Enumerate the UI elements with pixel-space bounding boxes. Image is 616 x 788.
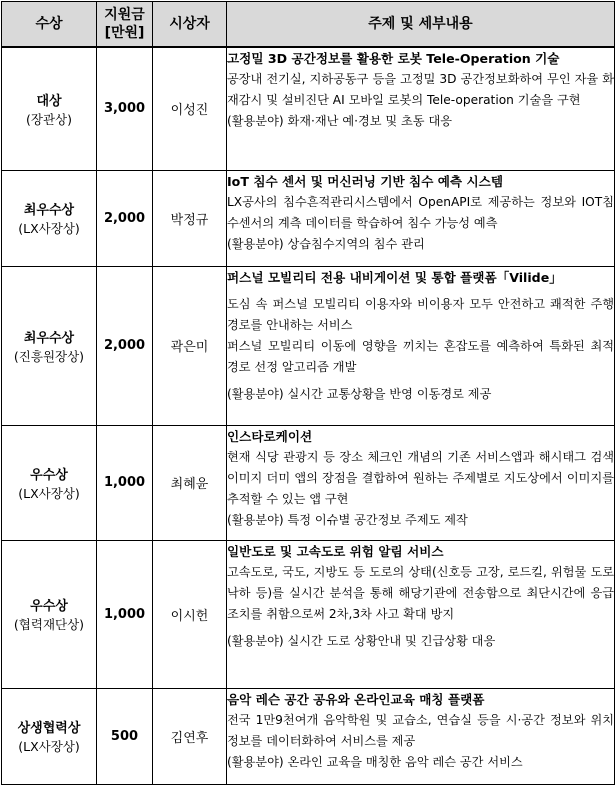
award-cell [2, 266, 97, 425]
topic-detail: 도심 속 퍼스널 모빌리티 이용자와 비이용자 모두 안전하고 쾌적한 주행 경로를 안내하는 서비스 [227, 296, 614, 332]
award-org: (LX사장상) [18, 739, 80, 754]
usage-field: (활용분야) 온라인 교육을 매칭한 음악 레슨 공간 서비스 [227, 754, 523, 769]
content-cell [227, 170, 615, 266]
fund-cell: 3,000 [97, 47, 153, 170]
presenter-cell: 박정규 [153, 170, 227, 266]
usage-field: (활용분야) 상습침수지역의 침수 관리 [227, 236, 425, 251]
award-cell [2, 540, 97, 688]
topic-detail: LX공사의 침수흔적관리시스템에서 OpenAPI로 제공하는 정보와 IOT침수센서의 계측 데이터를 학습하여 침수 가능성 예측 [227, 194, 614, 230]
content-cell [227, 266, 615, 425]
award-cell [2, 425, 97, 540]
content-cell [227, 540, 615, 688]
topic-title: 인스타로케이션 [227, 428, 313, 444]
topic-title: 고정밀 3D 공간정보를 활용한 로봇 Tele-Operation 기술 [227, 51, 560, 66]
table-row [2, 540, 615, 688]
presenter-cell: 이성진 [153, 47, 227, 170]
table-row [2, 688, 615, 784]
fund-cell: 2,000 [97, 266, 153, 425]
header-award: 수상 [2, 2, 97, 48]
header-row [2, 2, 615, 48]
table-row [2, 47, 615, 170]
usage-field: (활용분야) 화재·재난 예·경보 및 초동 대응 [227, 114, 452, 128]
award-org: (LX사장상) [18, 221, 80, 236]
fund-cell: 2,000 [97, 170, 153, 266]
topic-detail: 공장내 전기실, 지하공동구 등을 고정밀 3D 공간정보화하여 무인 자율 화재감시 및 설비진단 AI 모바일 로봇의 Tele-operation 기술을 구현 [227, 72, 614, 107]
presenter-cell: 이시헌 [153, 540, 227, 688]
usage-field: (활용분야) 실시간 교통상황을 반영 이동경로 제공 [227, 386, 492, 401]
topic-detail: 퍼스널 모빌리티 이동에 영향을 끼치는 혼잡도를 예측하여 특화된 최적 경로 선정 알고리즘 개발 [227, 338, 614, 374]
award-name: 상생협력상 [17, 721, 81, 736]
award-name: 우수상 [30, 599, 68, 614]
header-presenter: 시상자 [153, 2, 227, 48]
header-content: 주제 및 세부내용 [227, 2, 615, 48]
award-org: (LX사장상) [18, 485, 80, 501]
award-org: (장관상) [26, 111, 72, 127]
table-header [2, 2, 615, 48]
presenter-cell: 김연후 [153, 688, 227, 784]
presenter-cell: 최혜윤 [153, 425, 227, 540]
topic-detail: 전국 1만9천여개 음악학원 및 교습소, 연습실 등을 시·공간 정보와 위치정보를 데이터화하여 서비스를 제공 [227, 712, 614, 748]
table-body [2, 47, 615, 784]
table-row [2, 266, 615, 425]
usage-field: (활용분야) 특정 이슈별 공간정보 주제도 제작 [227, 512, 468, 527]
usage-field: (활용분야) 실시간 도로 상황안내 및 긴급상황 대응 [227, 633, 496, 648]
award-name: 우수상 [30, 467, 68, 483]
topic-title: 음악 레슨 공간 공유와 온라인교육 매칭 플랫폼 [227, 691, 485, 707]
award-name: 대상 [36, 93, 62, 109]
awards-table [1, 1, 615, 785]
award-name: 최우수상 [23, 330, 75, 346]
topic-title: 퍼스널 모빌리티 전용 내비게이션 및 통합 플랫폼「Vilide」 [227, 269, 562, 285]
presenter-cell: 곽은미 [153, 266, 227, 425]
award-name: 최우수상 [23, 203, 75, 218]
topic-detail: 현재 식당 관광지 등 장소 체크인 개념의 기존 서비스앱과 해시태그 검색 이미지 더미 앱의 장점을 결합하여 원하는 주제별로 지도상에서 이미지를 추적할 수 있는 앱 구현 [227, 449, 614, 506]
fund-cell: 500 [97, 688, 153, 784]
table-row [2, 425, 615, 540]
content-cell [227, 47, 615, 170]
topic-title: 일반도로 및 고속도로 위험 알림 서비스 [227, 543, 444, 559]
fund-cell: 1,000 [97, 540, 153, 688]
award-cell [2, 170, 97, 266]
topic-title: IoT 침수 센서 및 머신러닝 기반 침수 예측 시스템 [227, 173, 503, 189]
award-org: (진흥원장상) [13, 348, 85, 364]
content-cell [227, 688, 615, 784]
header-fund-label: 지원금 [만원] [104, 7, 145, 41]
content-cell [227, 425, 615, 540]
award-cell [2, 688, 97, 784]
topic-detail: 고속도로, 국도, 지방도 등 도로의 상태(신호등 고장, 로드킬, 위험물 도로 낙하 등)를 실시간 분석을 통해 해당기관에 전송함으로 최단시간에 응급조치를 취함으로써 2차,3차 사고 확대 방지 [227, 564, 614, 621]
award-org: (협력재단상) [13, 617, 85, 632]
table-row [2, 170, 615, 266]
award-cell [2, 47, 97, 170]
header-fund [97, 2, 153, 48]
fund-cell: 1,000 [97, 425, 153, 540]
